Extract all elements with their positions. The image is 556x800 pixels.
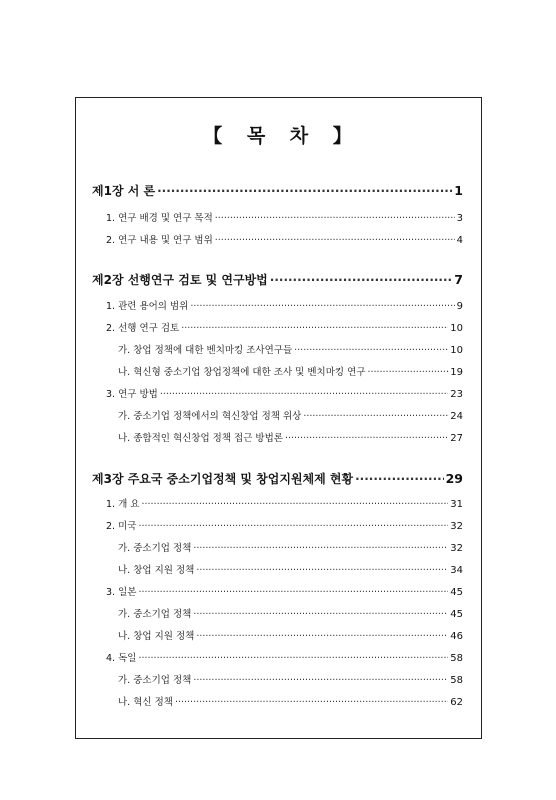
toc-page-number: 46 (450, 631, 463, 642)
toc-entry-label: 나. 종합적인 혁신창업 정책 접근 방법론 (118, 433, 283, 444)
toc-page-number: 27 (450, 433, 463, 444)
leader-dots (138, 587, 448, 598)
toc-chapter-1[interactable] (92, 182, 463, 199)
leader-dots (193, 543, 448, 554)
toc-page-number: 10 (450, 345, 463, 356)
leader-dots (270, 273, 453, 287)
toc-page-number: 34 (450, 565, 463, 576)
leader-dots (190, 301, 454, 312)
toc-entry-label: 3. 연구 방법 (106, 389, 158, 400)
toc-entry-label: 2. 선행 연구 검토 (106, 323, 180, 334)
toc-entry-label: 1. 개 요 (106, 499, 140, 510)
toc-entry-label: 1. 연구 배경 및 연구 목적 (106, 213, 213, 224)
toc-page-number: 10 (450, 323, 463, 334)
toc-entry-label: 2. 미국 (106, 521, 137, 532)
toc-page-number: 62 (450, 697, 463, 708)
leader-dots (141, 499, 448, 510)
toc-entry-label: 3. 일본 (106, 587, 137, 598)
toc-subsection-3-3-b[interactable] (118, 628, 463, 642)
toc-subsection-3-4-b[interactable] (118, 694, 463, 708)
toc-entry-label: 제3장 주요국 중소기업정책 및 창업지원체제 현황 (92, 472, 354, 486)
leader-dots (193, 609, 448, 620)
leader-dots (215, 213, 455, 224)
toc-section-3-3[interactable] (106, 584, 463, 598)
toc-subsection-2-2-a[interactable] (118, 342, 463, 356)
toc-subsection-2-3-a[interactable] (118, 408, 463, 422)
toc-entry-label: 제1장 서 론 (92, 184, 156, 198)
toc-page-number: 19 (450, 367, 463, 378)
toc-section-1-2[interactable] (106, 232, 463, 246)
leader-dots (138, 653, 448, 664)
toc-section-3-1[interactable] (106, 496, 463, 510)
toc-page-number: 3 (456, 213, 463, 224)
leader-dots (196, 565, 448, 576)
leader-dots (215, 235, 455, 246)
toc-section-1-1[interactable] (106, 210, 463, 224)
toc-entry-label: 1. 관련 용어의 범위 (106, 301, 189, 312)
toc-subsection-2-2-b[interactable] (118, 364, 463, 378)
leader-dots (355, 472, 444, 486)
toc-section-2-1[interactable] (106, 298, 463, 312)
toc-section-2-2[interactable] (106, 320, 463, 334)
toc-section-3-4[interactable] (106, 650, 463, 664)
toc-subsection-3-2-a[interactable] (118, 540, 463, 554)
leader-dots (294, 345, 448, 356)
toc-subsection-3-2-b[interactable] (118, 562, 463, 576)
toc-chapter-2[interactable] (92, 271, 463, 288)
leader-dots (303, 411, 448, 422)
toc-entry-label: 2. 연구 내용 및 연구 범위 (106, 235, 213, 246)
leader-dots (160, 389, 448, 400)
toc-page-number: 4 (456, 235, 463, 246)
toc-page-number: 1 (454, 183, 463, 198)
toc-subsection-3-4-a[interactable] (118, 672, 463, 686)
toc-entry-label: 가. 중소기업 정책 (118, 543, 192, 554)
toc-title (0, 121, 556, 148)
toc-page-number: 29 (445, 471, 463, 486)
toc-entry-label: 나. 혁신형 중소기업 창업정책에 대한 조사 및 벤치마킹 연구 (118, 367, 366, 378)
toc-subsection-2-3-b[interactable] (118, 430, 463, 444)
toc-subsection-3-3-a[interactable] (118, 606, 463, 620)
toc-entry-label: 나. 창업 지원 정책 (118, 565, 195, 576)
leader-dots (138, 521, 448, 532)
leader-dots (367, 367, 448, 378)
toc-page-number: 7 (454, 272, 463, 287)
toc-page-number: 45 (450, 609, 463, 620)
toc-page-number: 58 (450, 653, 463, 664)
toc-chapter-3[interactable] (92, 470, 463, 487)
toc-entry-label: 4. 독일 (106, 653, 137, 664)
toc-page-number: 9 (456, 301, 463, 312)
toc-entry-label: 제2장 선행연구 검토 및 연구방법 (92, 273, 268, 287)
toc-section-2-3[interactable] (106, 386, 463, 400)
toc-page-number: 58 (450, 675, 463, 686)
toc-page-number: 23 (450, 389, 463, 400)
toc-page-number: 32 (450, 543, 463, 554)
toc-section-3-2[interactable] (106, 518, 463, 532)
toc-page-number: 45 (450, 587, 463, 598)
toc-entry-label: 가. 중소기업 정책 (118, 675, 192, 686)
toc-entry-label: 가. 중소기업 정책에서의 혁신창업 정책 위상 (118, 411, 302, 422)
toc-title-text: 【 목 차 】 (203, 125, 353, 147)
toc-entry-label: 가. 중소기업 정책 (118, 609, 192, 620)
toc-entry-label: 나. 혁신 정책 (118, 697, 173, 708)
leader-dots (196, 631, 448, 642)
leader-dots (285, 433, 448, 444)
toc-entry-label: 나. 창업 지원 정책 (118, 631, 195, 642)
toc-page-number: 24 (450, 411, 463, 422)
leader-dots (175, 697, 448, 708)
leader-dots (181, 323, 448, 334)
toc-page-number: 32 (450, 521, 463, 532)
toc-entry-label: 가. 창업 정책에 대한 벤치마킹 조사연구들 (118, 345, 293, 356)
leader-dots (193, 675, 448, 686)
leader-dots (157, 184, 452, 198)
toc-page-number: 31 (450, 499, 463, 510)
